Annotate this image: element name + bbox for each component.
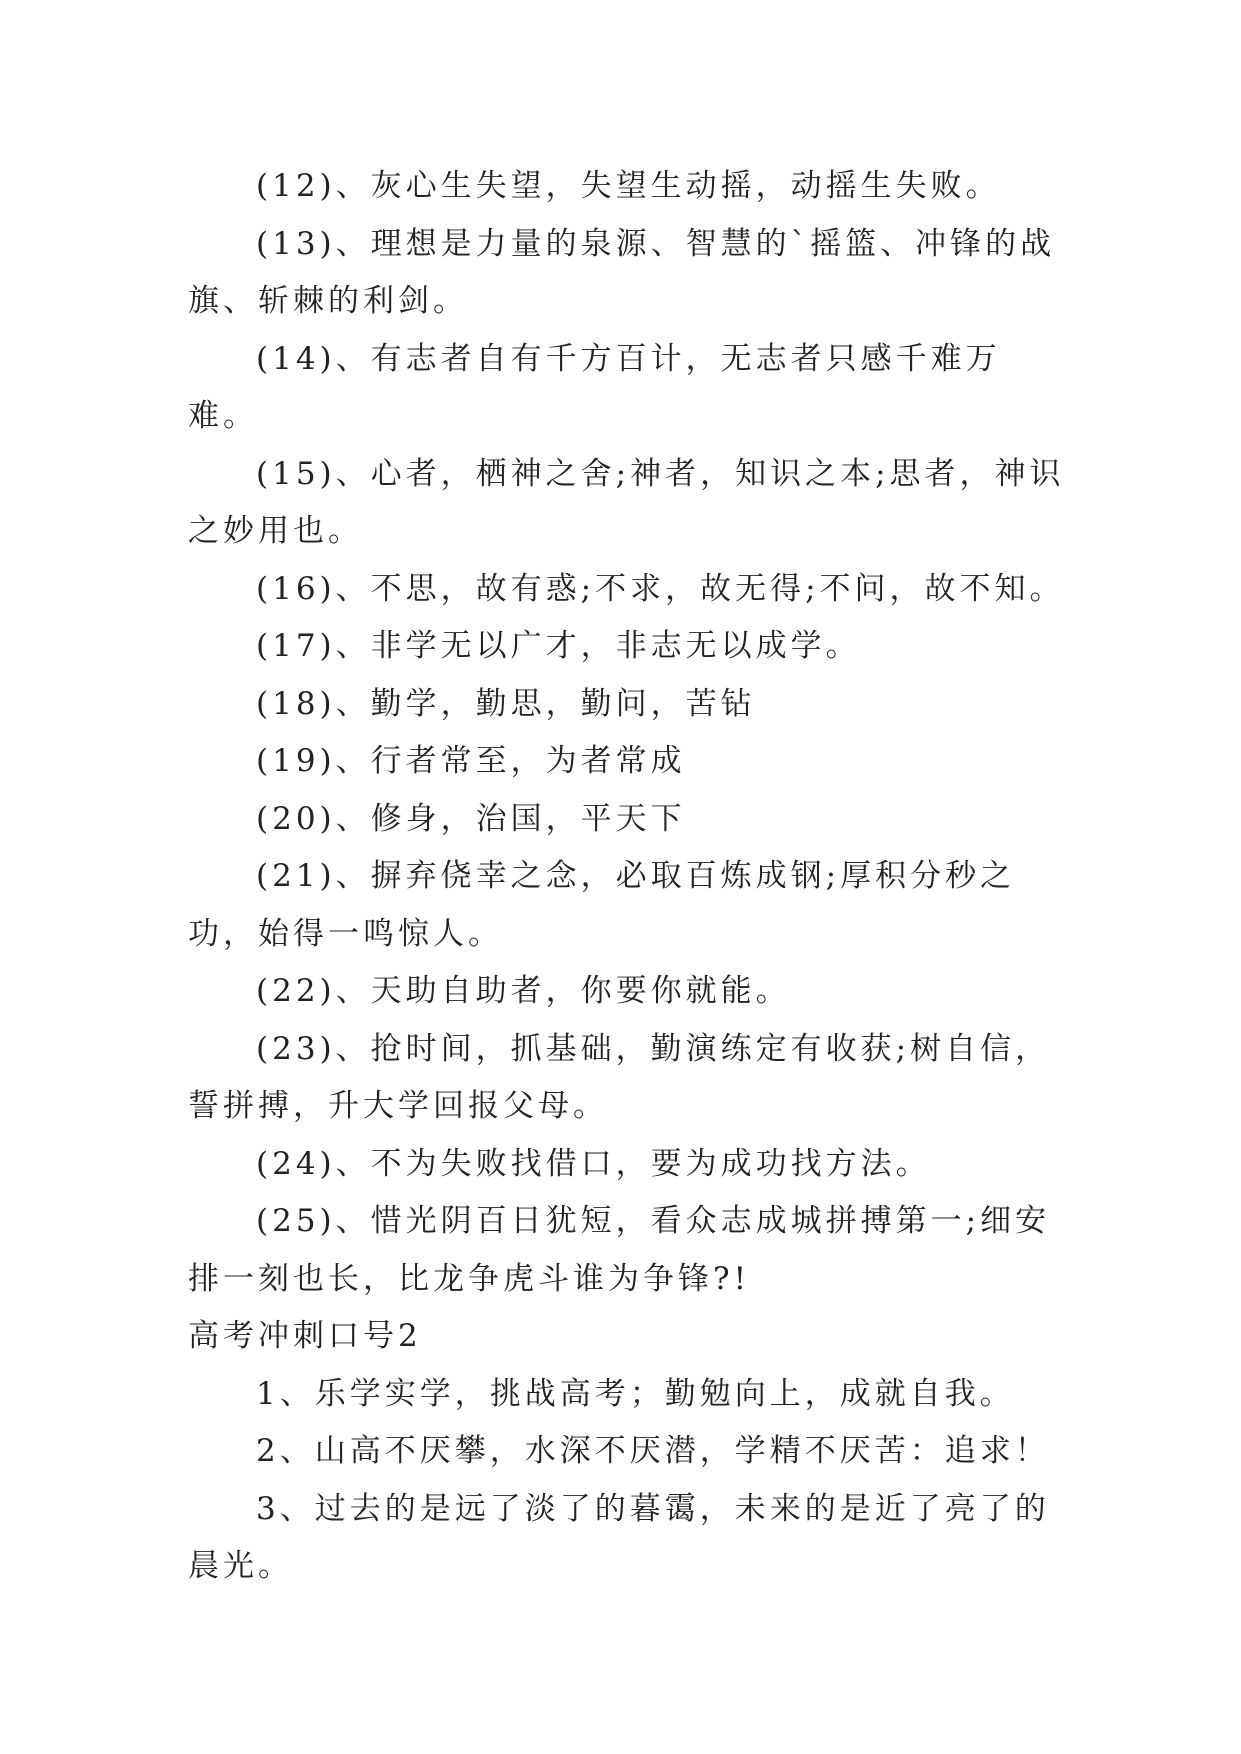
slogan-paragraph: (20)、修身，治国，平天下 [256,800,686,837]
slogan-paragraph: 2、山高不厌攀，水深不厌潜，学精不厌苦：追求！ [256,1433,1050,1469]
slogan-paragraph: (21)、摒弃侥幸之念，必取百炼成钢;厚积分秒之功，始得一鸣惊人。 [188,858,1016,952]
slogan-paragraph: (23)、抢时间，抓基础，勤演练定有收获;树自信，誓拼搏，升大学回报父母。 [188,1030,1051,1124]
document-body [188,158,1068,1596]
slogan-paragraph: 3、过去的是远了淡了的暮霭，未来的是近了亮了的晨光。 [188,1490,1050,1584]
slogan-paragraph: (13)、理想是力量的泉源、智慧的`摇篮、冲锋的战旗、斩棘的利剑。 [188,225,1056,319]
slogan-paragraph: (14)、有志者自有千方百计，无志者只感千难万难。 [188,340,1001,434]
slogan-paragraph: 1、乐学实学，挑战高考；勤勉向上，成就自我。 [256,1375,1015,1412]
slogan-paragraph: (18)、勤学，勤思，勤问，苦钻 [256,685,756,722]
slogan-paragraph: (15)、心者，栖神之舍;神者，知识之本;思者，神识之妙用也。 [188,455,1065,549]
slogan-paragraph: (12)、灰心生失望，失望生动摇，动摇生失败。 [256,168,1001,204]
section-heading: 高考冲刺口号2 [188,1318,422,1354]
slogan-paragraph: (22)、天助自助者，你要你就能。 [256,973,791,1009]
slogan-paragraph: (25)、惜光阴百日犹短，看众志成城拼搏第一;细安排一刻也长，比龙争虎斗谁为争锋?! [188,1203,1051,1297]
slogan-paragraph: (24)、不为失败找借口，要为成功找方法。 [256,1145,931,1182]
slogan-paragraph: (17)、非学无以广才，非志无以成学。 [256,628,861,664]
slogan-paragraph: (19)、行者常至，为者常成 [256,743,686,779]
slogan-paragraph: (16)、不思，故有惑;不求，故无得;不问，故不知。 [256,570,1065,607]
